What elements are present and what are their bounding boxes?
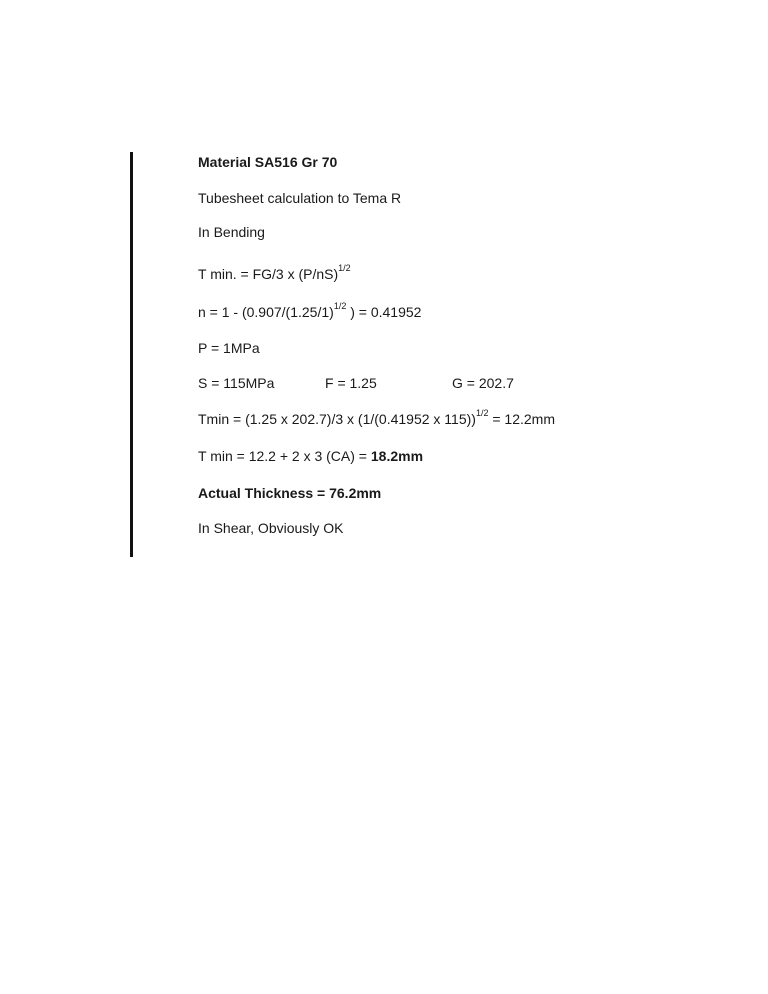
params-row [198, 375, 598, 391]
param-s: S = 115MPa [198, 375, 275, 391]
pressure-value: P = 1MPa [198, 340, 260, 356]
margin-change-bar [130, 152, 133, 557]
param-f: F = 1.25 [325, 375, 377, 391]
tmin-calc-post: = 12.2mm [488, 411, 555, 427]
tmin-total [198, 448, 423, 464]
actual-thickness: Actual Thickness = 76.2mm [198, 485, 382, 501]
tmin-calc-pre: Tmin = (1.25 x 202.7)/3 x (1/(0.41952 x 115)) [198, 411, 476, 427]
tmin-total-result: 18.2mm [370, 448, 424, 464]
tmin-calculation [198, 408, 555, 427]
formula-tmin-exponent: 1/2 [338, 263, 351, 274]
formula-tmin-text: T min. = FG/3 x (P/nS) [198, 266, 339, 282]
shear-note: In Shear, Obviously OK [198, 520, 344, 536]
tmin-calc-exponent: 1/2 [475, 408, 489, 419]
formula-tmin [198, 263, 351, 282]
formula-n-pre: n = 1 - (0.907/(1.25/1) [198, 304, 334, 320]
formula-n-exponent: 1/2 [333, 301, 347, 312]
formula-n-post: ) = 0.41952 [346, 304, 422, 320]
material-heading: Material SA516 Gr 70 [198, 154, 338, 170]
tmin-total-pre: T min = 12.2 + 2 x 3 (CA) = [198, 448, 371, 464]
formula-n [198, 301, 422, 320]
bending-heading: In Bending [198, 224, 265, 240]
param-g: G = 202.7 [452, 375, 514, 391]
calc-title: Tubesheet calculation to Tema R [198, 190, 402, 206]
